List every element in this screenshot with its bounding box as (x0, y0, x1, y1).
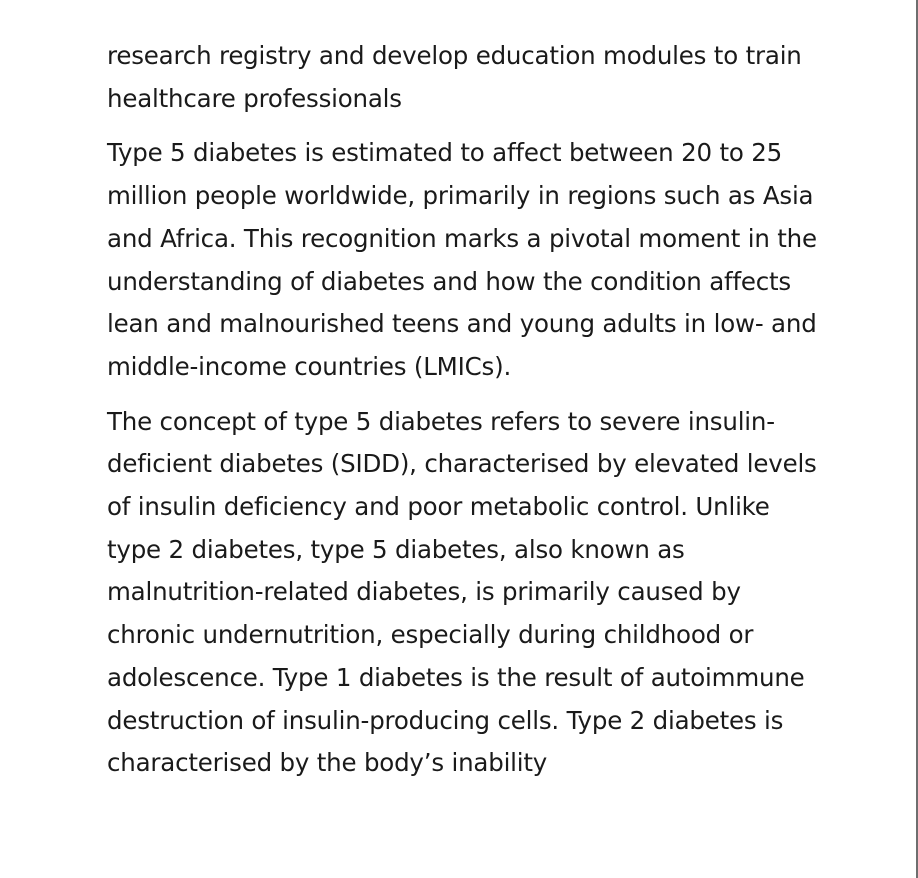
watermark-logo (410, 836, 520, 858)
article-body (107, 35, 827, 797)
paragraph-registry: research registry and develop education modules to train healthcare professionals (107, 41, 802, 113)
paragraph-concept: The concept of type 5 diabetes refers to severe insulin-deficient diabetes (SIDD), characterised by elevated levels of insulin deficiency and poor metabolic control. Unlike type 2 diabetes, type 5 diabetes, also known as malnutrition-related diabetes, is primarily caused by chronic undernutrition, especially during childhood or adolescence. Type 1 diabetes is the result of autoimmune destruction of insulin-producing cells. Type 2 diabetes is characterised by the body’s inability (107, 406, 817, 778)
paragraph-prevalence: Type 5 diabetes is estimated to affect between 20 to 25 million people worldwide, primarily in regions such as Asia and Africa. This recognition marks a pivotal moment in the understanding of diabetes and how the condition affects lean and malnourished teens and young adults in low- and middle-income countries (LMICs). (107, 138, 817, 381)
